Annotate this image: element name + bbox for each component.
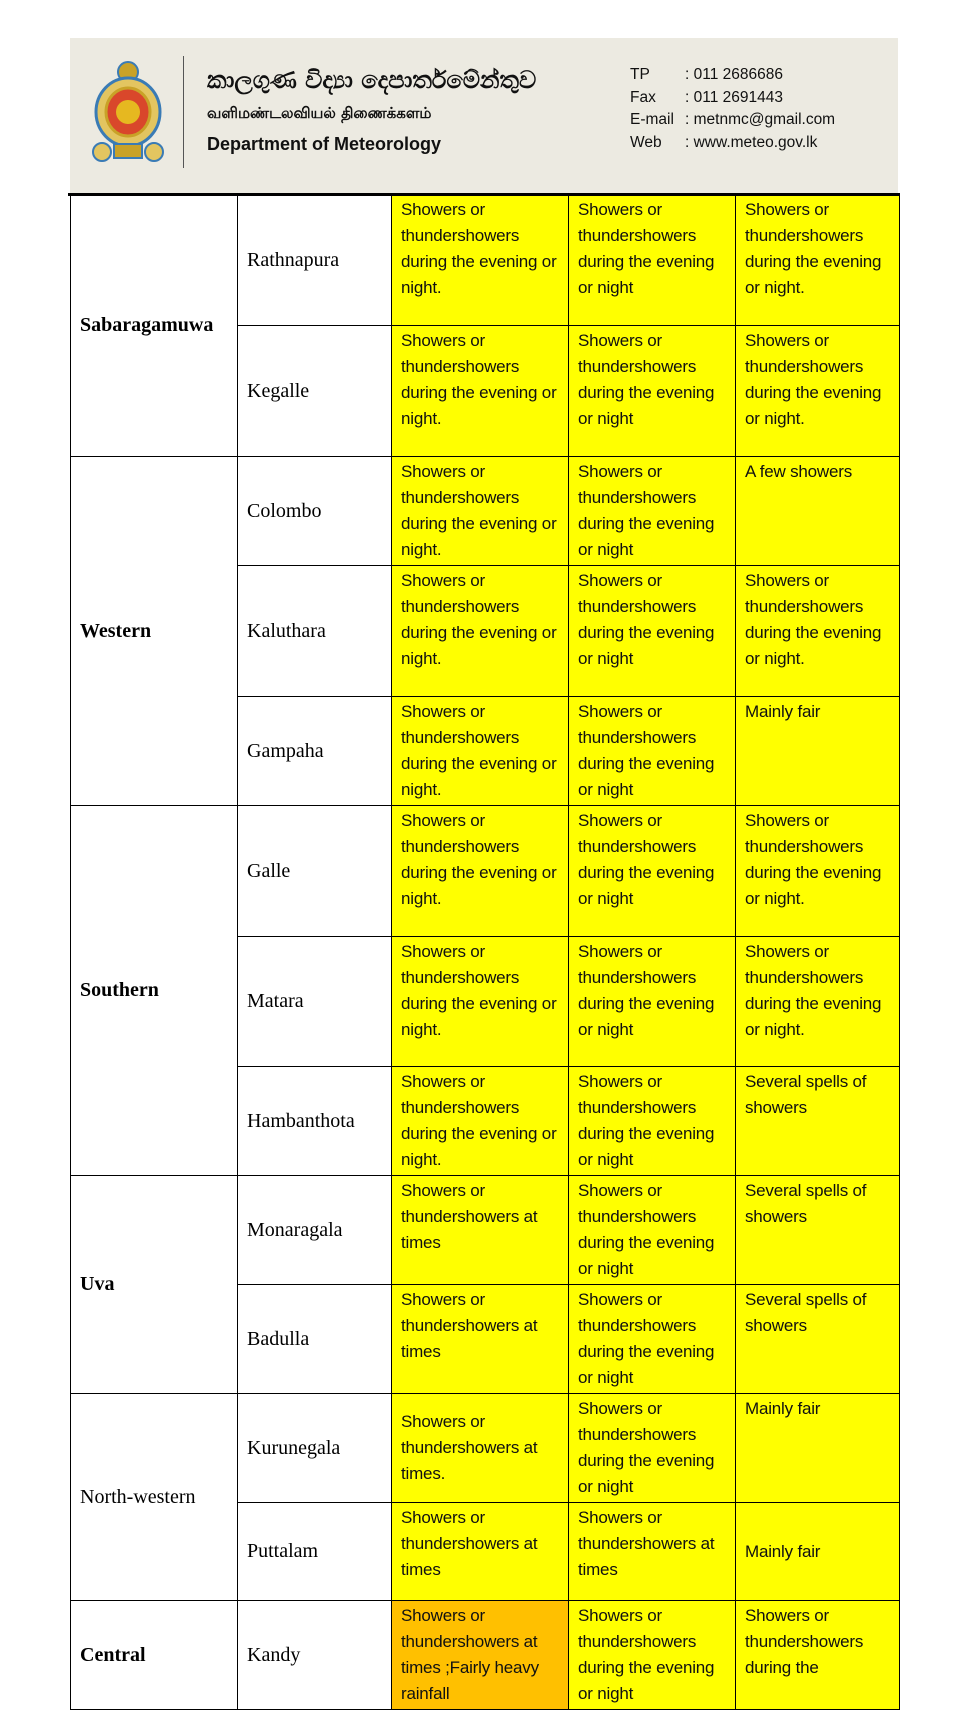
table-row (71, 195, 900, 326)
title-tamil: வளிமண்டலவியல் திணைக்களம் (207, 104, 432, 122)
forecast-cell: Showers or thundershowers during the evening or night. (736, 806, 900, 937)
table-row (71, 806, 900, 937)
header-rule (68, 193, 900, 196)
forecast-cell: Showers or thundershowers during the evening or night. (736, 566, 900, 697)
forecast-cell: Showers or thundershowers during the evening or night (569, 937, 736, 1067)
table-row (71, 1394, 900, 1503)
contact-phone: TP : 011 2686686 (630, 66, 783, 83)
forecast-cell: Showers or thundershowers during the evening or night (569, 1285, 736, 1394)
forecast-cell: Showers or thundershowers during the evening or night. (392, 326, 569, 457)
forecast-cell: Showers or thundershowers during the evening or night. (392, 195, 569, 326)
table-row (71, 1601, 900, 1710)
forecast-cell: Showers or thundershowers during the evening or night. (392, 1067, 569, 1176)
contact-fax: Fax : 011 2691443 (630, 88, 783, 106)
forecast-cell: Showers or thundershowers during the evening or night. (736, 195, 900, 326)
district-cell: Kurunegala (238, 1394, 392, 1503)
forecast-cell: Showers or thundershowers during the evening or night. (392, 566, 569, 697)
table-row (71, 1176, 900, 1285)
district-cell: Gampaha (238, 697, 392, 806)
region-cell: North-western (71, 1394, 238, 1601)
contact-email: E-mail : metnmc@gmail.com (630, 111, 836, 128)
forecast-cell: Showers or thundershowers at times (392, 1176, 569, 1285)
forecast-cell: Showers or thundershowers at times. (392, 1394, 569, 1503)
forecast-cell: Showers or thundershowers at times (392, 1503, 569, 1601)
title-english: Department of Meteorology (207, 134, 442, 154)
forecast-cell: Showers or thundershowers during the evening or night. (736, 937, 900, 1067)
forecast-cell: Showers or thundershowers during the evening or night (569, 326, 736, 457)
forecast-cell: Showers or thundershowers during the (736, 1601, 900, 1710)
district-cell: Kaluthara (238, 566, 392, 697)
forecast-cell: Several spells of showers (736, 1285, 900, 1394)
forecast-cell: Showers or thundershowers at times (569, 1503, 736, 1601)
district-cell: Rathnapura (238, 195, 392, 326)
letterhead (70, 38, 898, 194)
district-cell: Badulla (238, 1285, 392, 1394)
district-cell: Monaragala (238, 1176, 392, 1285)
forecast-cell: Showers or thundershowers at times ;Fairly heavy rainfall (392, 1601, 569, 1710)
title-sinhala: කාලගුණ විද්‍යා දෙපාර්තමේන්තුව (207, 66, 537, 94)
forecast-cell: Showers or thundershowers during the evening or night (569, 806, 736, 937)
forecast-cell: Showers or thundershowers during the evening or night (569, 1394, 736, 1503)
forecast-cell: Showers or thundershowers during the evening or night. (392, 457, 569, 566)
forecast-cell: A few showers (736, 457, 900, 566)
district-cell: Puttalam (238, 1503, 392, 1601)
forecast-cell: Showers or thundershowers during the evening or night (569, 457, 736, 566)
forecast-cell: Showers or thundershowers during the evening or night (569, 1601, 736, 1710)
forecast-cell: Showers or thundershowers during the evening or night (569, 566, 736, 697)
district-cell: Galle (238, 806, 392, 937)
district-cell: Matara (238, 937, 392, 1067)
region-cell: Uva (71, 1176, 238, 1394)
sri-lanka-emblem-icon (92, 60, 164, 166)
region-cell: Central (71, 1601, 238, 1710)
forecast-cell: Several spells of showers (736, 1176, 900, 1285)
district-cell: Kandy (238, 1601, 392, 1710)
forecast-cell: Showers or thundershowers at times (392, 1285, 569, 1394)
forecast-cell: Mainly fair (736, 697, 900, 806)
region-cell: Sabaragamuwa (71, 195, 238, 457)
forecast-cell: Showers or thundershowers during the evening or night (569, 195, 736, 326)
divider (183, 56, 184, 168)
district-cell: Colombo (238, 457, 392, 566)
forecast-table (70, 194, 900, 1710)
forecast-cell: Showers or thundershowers during the evening or night (569, 1067, 736, 1176)
forecast-cell: Mainly fair (736, 1394, 900, 1503)
district-cell: Kegalle (238, 326, 392, 457)
forecast-cell: Showers or thundershowers during the evening or night (569, 1176, 736, 1285)
forecast-cell: Showers or thundershowers during the evening or night. (392, 697, 569, 806)
district-cell: Hambanthota (238, 1067, 392, 1176)
region-cell: Southern (71, 806, 238, 1176)
forecast-cell: Showers or thundershowers during the evening or night (569, 697, 736, 806)
forecast-cell: Several spells of showers (736, 1067, 900, 1176)
table-row (71, 457, 900, 566)
contact-web: Web : www.meteo.gov.lk (630, 133, 818, 151)
forecast-cell: Showers or thundershowers during the evening or night. (392, 937, 569, 1067)
forecast-cell: Showers or thundershowers during the evening or night. (736, 326, 900, 457)
region-cell: Western (71, 457, 238, 806)
forecast-cell: Showers or thundershowers during the evening or night. (392, 806, 569, 937)
contact-info (630, 64, 835, 154)
forecast-cell: Mainly fair (736, 1503, 900, 1601)
